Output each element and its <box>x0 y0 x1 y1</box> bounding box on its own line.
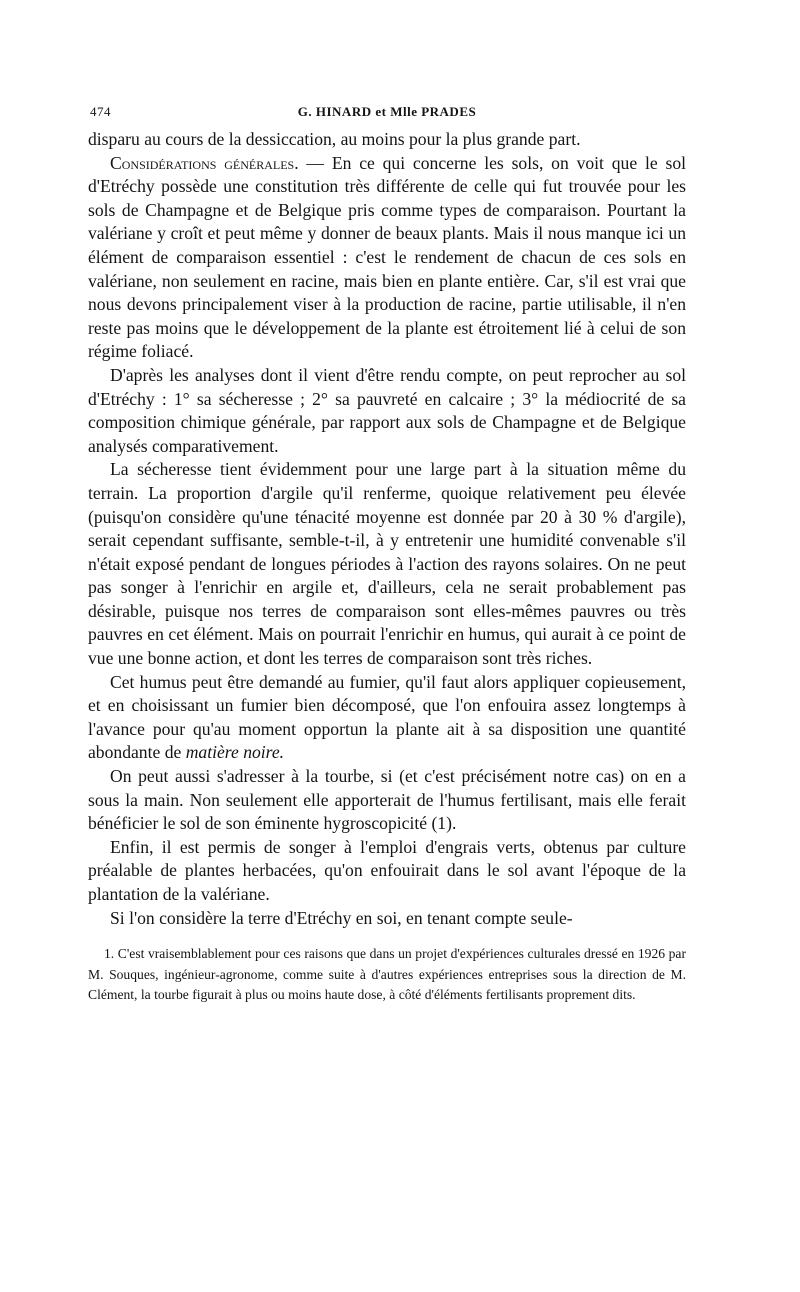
paragraph <box>88 128 686 152</box>
section-heading: Considérations générales. <box>110 152 299 173</box>
paragraph <box>88 364 686 458</box>
paragraph <box>88 907 686 931</box>
main-text <box>88 128 686 930</box>
page-number: 474 <box>90 104 111 119</box>
paragraph-text: Si l'on considère la terre d'Etréchy en soi, en tenant compte seule- <box>110 907 573 928</box>
italic-term: matière noire. <box>185 742 285 763</box>
paragraph-text: On peut aussi s'adresser à la tourbe, si (et c'est précisément notre cas) on en a sous la main. Non seulement elle apporterait de l'humus fertilisant, mais elle ferait bénéficier le sol de son éminente hygroscopicité <box>88 766 686 834</box>
paragraph-text: Cet humus peut être demandé au fumier, qu'il faut alors appliquer copieusement, et en choisissant un fumier bien décomposé, que l'on enfouira assez longtemps à l'avance pour qu'au moment opportun la plante ait à sa disposition une quantité abondante de <box>88 671 686 763</box>
footnote-reference: (1). <box>431 813 457 834</box>
paragraph <box>88 458 686 670</box>
footnotes <box>88 944 686 1005</box>
paragraph <box>88 671 686 765</box>
footnote: 1. C'est vraisemblablement pour ces raisons que dans un projet d'expériences culturales dressé en 1926 par M. Souques, ingénieur-agronome, comme suite à d'autres expériences entreprises sous la direction de M. Clément, la tourbe figurait à plus ou moins haute dose, à côté d'éléments fertilisants proprement dits. <box>88 946 686 1002</box>
running-header <box>88 100 686 128</box>
book-page <box>88 100 686 1005</box>
paragraph <box>88 836 686 907</box>
paragraph-text: D'après les analyses dont il vient d'être rendu compte, on peut reprocher au sol d'Etréchy : 1° sa sécheresse ; 2° sa pauvreté en calcaire ; 3° la médiocrité de sa composition chimique générale, par rapport aux sols de Champagne et de Belgique analysés comparativement. <box>88 364 686 456</box>
paragraph-text: La sécheresse tient évidemment pour une large part à la situation même du terrain. La proportion d'argile qu'il renferme, quoique relativement peu élevée (puisqu'on considère qu'une ténacité moyenne est donnée par 20 à 30 % d'argile), serait cependant suffisante, semble-t-il, à y entretenir une humidité convenable s'il n'était exposé pendant de longues périodes à l'action des rayons solaires. On ne peut pas songer à l'enrichir en argile et, d'ailleurs, cela ne serait probablement pas désirable, puisque nos terres de comparaison sont elles-mêmes pauvres ou très pauvres en cet élément. Mais on pourrait l'enrichir en humus, qui aurait à ce point de vue une bonne action, et dont les terres de comparaison sont très riches. <box>88 459 686 669</box>
paragraph <box>88 152 686 364</box>
paragraph <box>88 765 686 836</box>
running-title: G. HINARD et Mlle PRADES <box>297 104 477 119</box>
paragraph-text: Enfin, il est permis de songer à l'emploi d'engrais verts, obtenus par culture préalable de plantes herbacées, qu'on enfouirait dans le sol avant l'époque de la plantation de la valériane. <box>88 836 686 904</box>
paragraph-text: — En ce qui concerne les sols, on voit que le sol d'Etréchy possède une constitution très différente de celle qui fut trouvée pour les sols de Champagne et de Belgique pris comme types de comparaison. Pourtant la valériane y croît et peut même y donner de beaux plants. Mais il nous manque ici un élément de comparaison essentiel : c'est le rendement de chacun de ces sols en valériane, non seulement en racine, mais bien en plante entière. Car, s'il est vrai que nous devons principalement viser à la production de racine, partie utilisable, il n'en reste pas moins que le développement de la plante est étroitement lié à celui de son régime foliacé. <box>88 152 687 362</box>
paragraph-text: disparu au cours de la dessiccation, au moins pour la plus grande part. <box>88 129 581 149</box>
